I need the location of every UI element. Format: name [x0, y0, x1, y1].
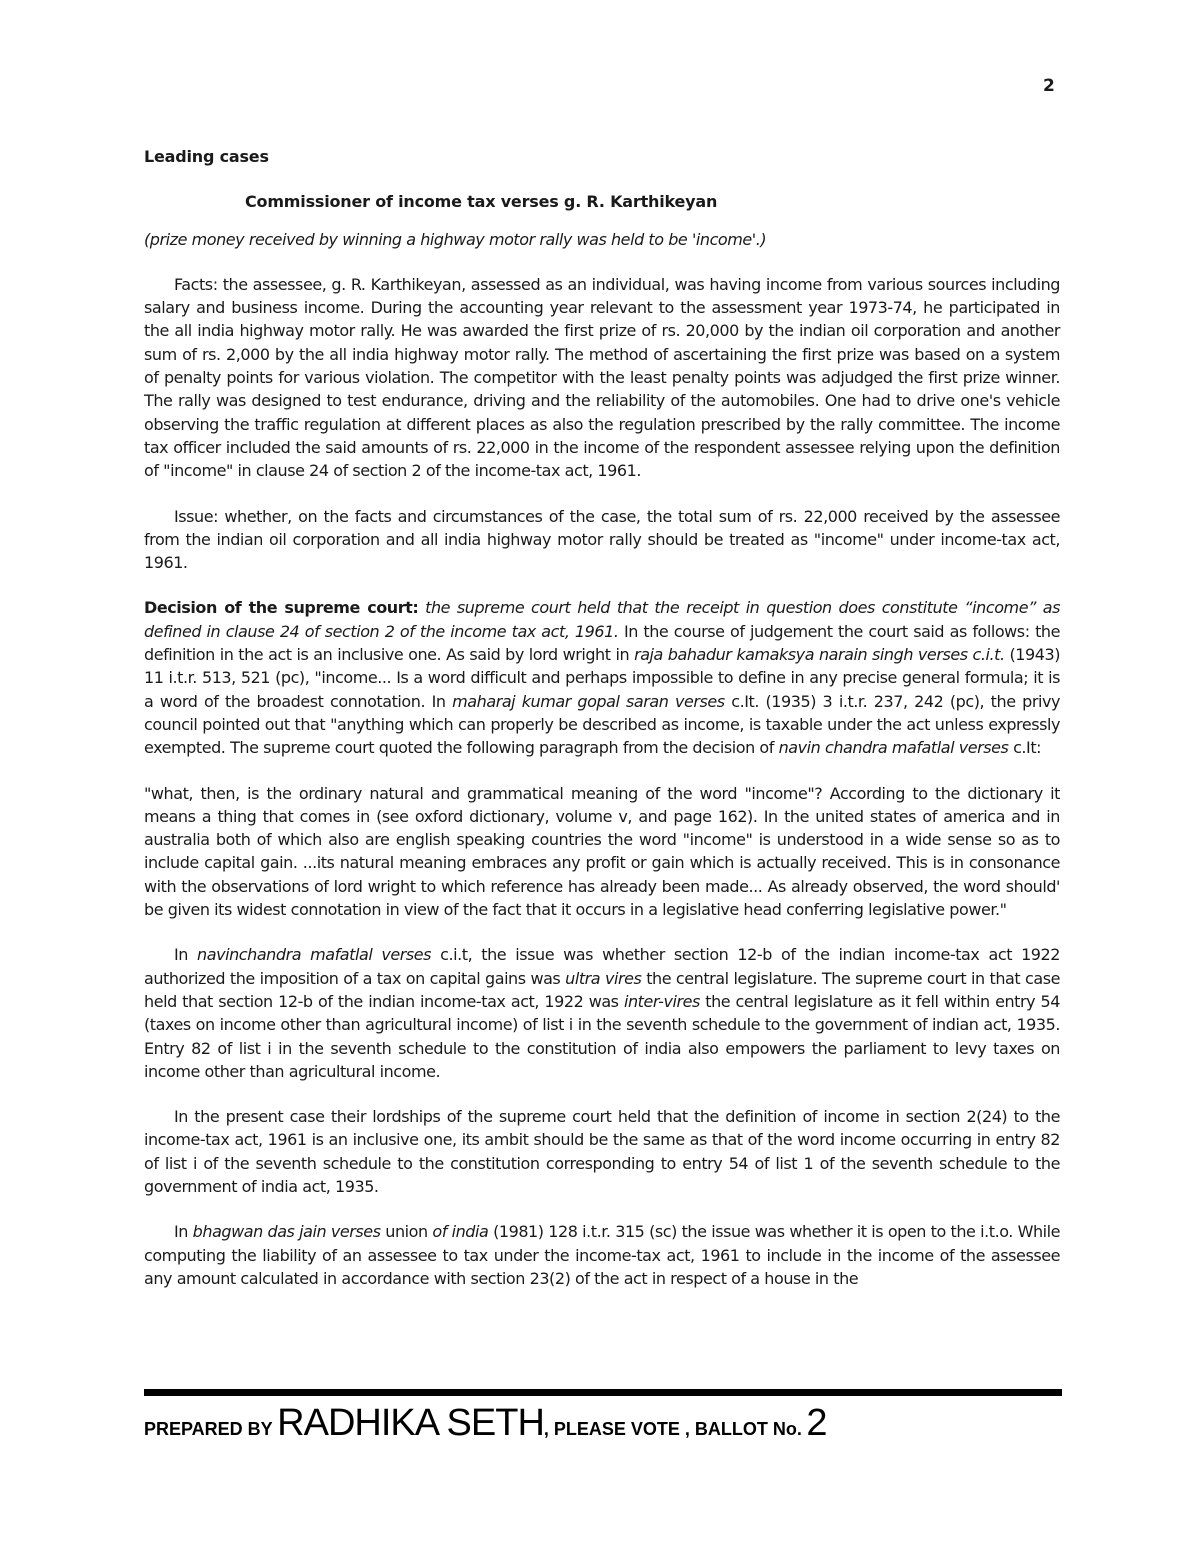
inter-vires-term: inter-vires [623, 991, 700, 1011]
footer-author-name: RADHIKA SETH [277, 1402, 544, 1444]
case-title: Commissioner of income tax verses g. R. Karthikeyan [245, 192, 718, 212]
section-heading: Leading cases [144, 147, 269, 166]
navin-text-3: the central legislature. The supreme court in that case held that section 12-b of the indian income-tax act, 1922 was [144, 968, 1060, 1011]
quoted-paragraph: "what, then, is the ordinary natural and grammatical meaning of the word "income"? According to the dictionary it means a thing that comes in (see oxford dictionary, volume v, and page 162). In the united states of america and in australia both of which also are english speaking countries the word "income" is understood in a wide sense so as to include capital gain. ...its natural meaning embraces any profit or gain which is actually received. This is in consonance with the observations of lord wright to which reference has already been made... As already observed, the word should' be given its widest connotation in view of the fact that it occurs in a legislative head conferring legislative power." [144, 783, 1060, 920]
decision-label: Decision of the supreme court: [144, 598, 419, 618]
case-subtitle: (prize money received by winning a highway motor rally was held to be 'income'.) [144, 229, 767, 249]
navin-text-4: the central legislature as it fell within entry 54 (taxes on income other than agricultural income) of list i in the seventh schedule to the government of indian act, 1935. Entry 82 of list i in the seventh schedule to the constitution of india also empowers the parliament to levy taxes on income other than agricultural income. [144, 991, 1060, 1081]
page-number: 2 [1043, 76, 1055, 96]
bhagwan-das-paragraph [144, 1220, 1060, 1290]
footer-prepared-by: PREPARED BY [144, 1419, 273, 1439]
navin-text-1: In [174, 945, 188, 965]
ultra-vires-term: ultra vires [565, 968, 642, 988]
case-citation-bhagwan-das: bhagwan das jain verses [192, 1222, 381, 1242]
navinchandra-paragraph [144, 943, 1060, 1083]
bhagwan-text-1: In [174, 1222, 188, 1242]
case-citation-maharaj-kumar: maharaj kumar gopal saran verses [452, 691, 725, 711]
case-citation-raja-bahadur: raja bahadur kamaksya narain singh verses c.i.t. [634, 645, 1005, 665]
facts-paragraph: Facts: the assessee, g. R. Karthikeyan, assessed as an individual, was having income from various sources including salary and business income. During the accounting year relevant to the assessment year 1973-74, he participated in the all india highway motor rally. He was awarded the first prize of rs. 20,000 by the indian oil corporation and another sum of rs. 2,000 by the all india highway motor rally. The method of ascertaining the first prize was based on a system of penalty points for various violation. The competitor with the least penalty points was adjudged the first prize winner. The rally was designed to test endurance, driving and the reliability of the automobiles. One had to drive one's vehicle observing the traffic regulation at different places as also the regulation prescribed by the rally committee. The income tax officer included the said amounts of rs. 22,000 in the income of the respondent assessee relying upon the definition of "income" in clause 24 of section 2 of the income-tax act, 1961. [144, 274, 1060, 481]
of-india-term: of india [432, 1222, 489, 1242]
navin-text-2: c.i.t, the issue was whether section 12-b of the indian income-tax act 1922 authorized the imposition of a tax on capital gains was [144, 945, 1060, 988]
present-case-paragraph: In the present case their lordships of the supreme court held that the definition of income in section 2(24) to the income-tax act, 1961 is an inclusive one, its ambit should be the same as that of the word income occurring in entry 82 of list i of the seventh schedule to the constitution corresponding to entry 54 of list 1 of the seventh schedule to the government of india act, 1935. [144, 1107, 1060, 1196]
bhagwan-text-2: union [385, 1222, 428, 1242]
decision-text-2: (1943) 11 i.t.r. 513, 521 (pc), "income... Is a word difficult and perhaps impossible to define in any precise general formula; it is a word of the broadest connotation. In [144, 645, 1061, 711]
document-body [144, 145, 1060, 1312]
decision-paragraph [144, 596, 1060, 759]
decision-held-text: the supreme court held that the receipt in question does constitute “income” as defined in clause 24 of section 2 of the income tax act, 1961. [144, 598, 1060, 641]
footer [144, 1402, 1060, 1445]
issue-paragraph: Issue: whether, on the facts and circumstances of the case, the total sum of rs. 22,000 received by the assessee from the indian oil corporation and all india highway motor rally should be treated as "income" under income-tax act, 1961. [144, 506, 1060, 573]
case-citation-navin-chandra: navin chandra mafatlal verses [778, 738, 1009, 758]
decision-text-3: c.It. (1935) 3 i.t.r. 237, 242 (pc), the privy council pointed out that "anything which can properly be described as income, is taxable under the act unless expressly exempted. The supreme court quoted the following paragraph from the decision of [144, 691, 1060, 758]
decision-text-1: In the course of judgement the court said as follows: the definition in the act is an inclusive one. As said by lord wright in [144, 621, 1061, 665]
footer-ballot-number: 2 [806, 1402, 827, 1444]
bhagwan-text-3: (1981) 128 i.t.r. 315 (sc) the issue was whether it is open to the i.t.o. While computing the liability of an assessee to tax under the income-tax act, 1961 to include in the income of the assessee any amount calculated in accordance with section 23(2) of the act in respect of a house in the [144, 1222, 1061, 1288]
footer-vote-text: , PLEASE VOTE , BALLOT No. [543, 1419, 802, 1439]
decision-text-4: c.It: [1013, 738, 1042, 758]
footer-divider [144, 1389, 1062, 1396]
case-citation-navinchandra: navinchandra mafatlal verses [197, 945, 432, 965]
